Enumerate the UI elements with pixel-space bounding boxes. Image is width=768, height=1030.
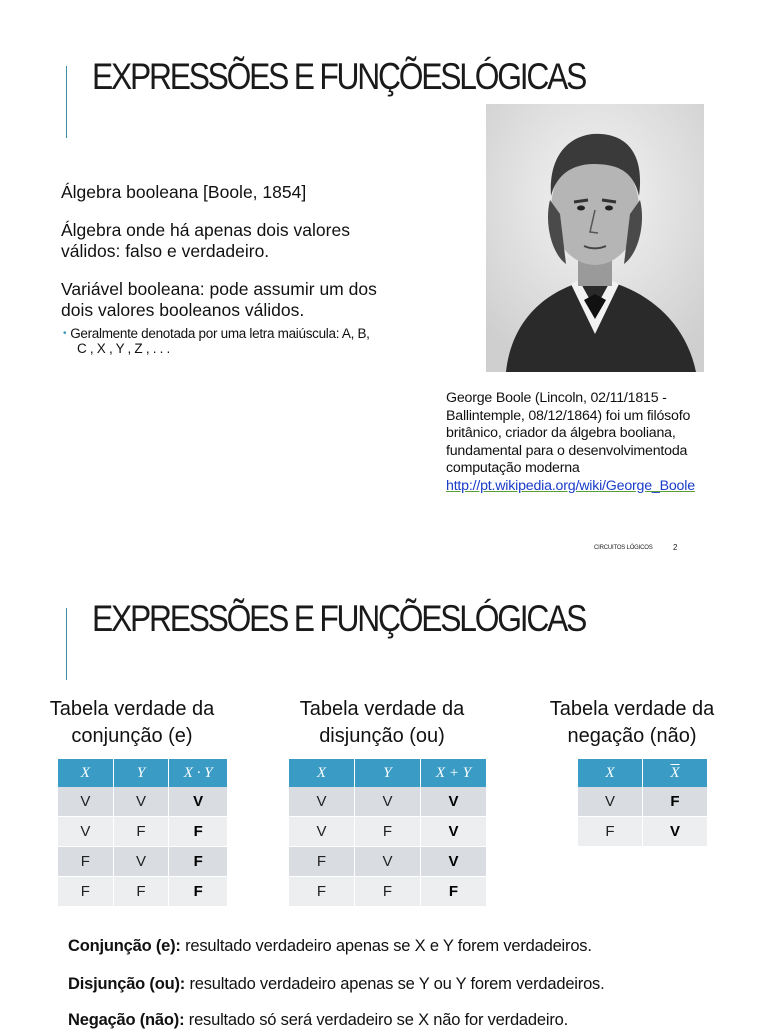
header-cell: X xyxy=(289,759,354,787)
table-cell: F xyxy=(578,817,643,847)
disjunction-explanation xyxy=(68,974,604,994)
bullet-3-line-1: Variável booleana: pode assumir um dos xyxy=(61,279,377,299)
explanation-text: resultado verdadeiro apenas se X e Y forem verdadeiros. xyxy=(180,937,592,955)
table-row xyxy=(578,787,708,817)
explanation-term: Conjunção (e): xyxy=(68,937,181,955)
explanation-text: resultado só será verdadeiro se X não for verdadeiro. xyxy=(184,1011,568,1029)
table-header-row xyxy=(289,759,487,787)
table-cell: F xyxy=(113,877,169,907)
bullet-3-line-2: dois valores booleanos válidos. xyxy=(61,300,305,320)
wikipedia-link[interactable]: http://pt.wikipedia.org/wiki/George_Boole xyxy=(446,477,695,494)
table-cell: F xyxy=(58,877,113,907)
portrait-caption xyxy=(446,390,740,495)
table-cell: F xyxy=(58,847,113,877)
header-cell: Y xyxy=(354,759,420,787)
slide-title: EXPRESSÕES E FUNÇÕESLÓGICAS xyxy=(92,598,586,639)
table-cell: V xyxy=(289,817,354,847)
sub-bullet xyxy=(63,326,370,356)
conjunction-truth-table xyxy=(58,759,228,907)
sub-bullet-line-2: C , X , Y , Z , . . . xyxy=(77,341,170,356)
bullet-1: Álgebra booleana [Boole, 1854] xyxy=(61,182,307,202)
sub-bullet-line-1: Geralmente denotada por uma letra maiúscula: A, B, xyxy=(70,326,370,341)
caption-line-3: britânico, criador da álgebra booliana, xyxy=(446,425,676,441)
table-title-line-2: negação (não) xyxy=(567,725,697,747)
table-cell: V xyxy=(578,787,643,817)
table-title-line-1: Tabela verdade da xyxy=(49,698,215,720)
negation-table-title xyxy=(532,696,732,750)
table-cell: F xyxy=(113,817,169,847)
result-cell: F xyxy=(169,817,228,847)
caption-line-5: computação moderna xyxy=(446,460,580,476)
title-accent-line xyxy=(66,66,67,138)
conjunction-table-title xyxy=(32,696,232,750)
conjunction-explanation xyxy=(68,936,592,956)
table-cell: V xyxy=(289,787,354,817)
header-cell: X xyxy=(58,759,113,787)
table-row xyxy=(58,847,228,877)
result-cell: F xyxy=(169,847,228,877)
header-cell: X + Y xyxy=(420,759,486,787)
footer-label: CIRCUITOS LÓGICOS xyxy=(594,545,653,551)
table-cell: V xyxy=(113,787,169,817)
page-number: 2 xyxy=(673,543,678,552)
bullet-dot-icon: • xyxy=(63,328,67,339)
table-row xyxy=(58,787,228,817)
bullet-2-line-2: válidos: falso e verdadeiro. xyxy=(61,241,270,261)
table-cell: V xyxy=(113,847,169,877)
george-boole-portrait xyxy=(486,104,704,372)
slide-2 xyxy=(0,560,768,1029)
slide-title: EXPRESSÕES E FUNÇÕESLÓGICAS xyxy=(92,56,586,97)
table-cell: F xyxy=(289,877,354,907)
table-title-line-2: disjunção (ou) xyxy=(319,725,445,747)
table-row xyxy=(58,877,228,907)
title-accent-line xyxy=(66,608,67,680)
explanation-text: resultado verdadeiro apenas se Y ou Y forem verdadeiros. xyxy=(185,975,605,993)
result-cell: F xyxy=(643,787,708,817)
result-cell: F xyxy=(420,877,486,907)
header-cell: X · Y xyxy=(169,759,228,787)
header-cell: X xyxy=(578,759,643,787)
header-cell-negated: $\overline{X}$ xyxy=(643,759,708,787)
disjunction-truth-table xyxy=(289,759,487,907)
explanation-term: Negação (não): xyxy=(68,1011,185,1029)
result-cell: V xyxy=(420,817,486,847)
portrait-illustration-icon xyxy=(486,104,704,372)
bullet-3 xyxy=(61,279,377,321)
header-cell: Y xyxy=(113,759,169,787)
result-cell: F xyxy=(169,877,228,907)
bullet-2 xyxy=(61,220,350,262)
table-cell: F xyxy=(354,817,420,847)
table-row xyxy=(289,877,487,907)
table-cell: V xyxy=(354,847,420,877)
table-cell: F xyxy=(289,847,354,877)
result-cell: V xyxy=(420,847,486,877)
result-cell: V xyxy=(169,787,228,817)
caption-line-2: Ballintemple, 08/12/1864) foi um filósofo xyxy=(446,407,691,424)
table-title-line-1: Tabela verdade da xyxy=(549,698,715,720)
table-header-row xyxy=(578,759,708,787)
caption-line-4: fundamental para o desenvolvimentoda xyxy=(446,442,688,459)
table-title-line-2: conjunção (e) xyxy=(71,725,193,747)
table-cell: F xyxy=(354,877,420,907)
table-cell: V xyxy=(58,787,113,817)
table-title-line-1: Tabela verdade da xyxy=(299,698,465,720)
bullet-2-line-1: Álgebra onde há apenas dois valores xyxy=(61,220,350,240)
table-row xyxy=(289,787,487,817)
table-cell: V xyxy=(58,817,113,847)
caption-line-1: George Boole (Lincoln, 02/11/1815 - xyxy=(446,390,667,406)
negation-truth-table xyxy=(578,759,708,847)
result-cell: V xyxy=(420,787,486,817)
table-header-row xyxy=(58,759,228,787)
result-cell: V xyxy=(643,817,708,847)
table-row xyxy=(58,817,228,847)
table-row xyxy=(289,847,487,877)
table-row xyxy=(289,817,487,847)
table-cell: V xyxy=(354,787,420,817)
explanation-term: Disjunção (ou): xyxy=(68,975,186,993)
table-row xyxy=(578,817,708,847)
disjunction-table-title xyxy=(282,696,482,750)
negation-explanation xyxy=(68,1010,568,1030)
